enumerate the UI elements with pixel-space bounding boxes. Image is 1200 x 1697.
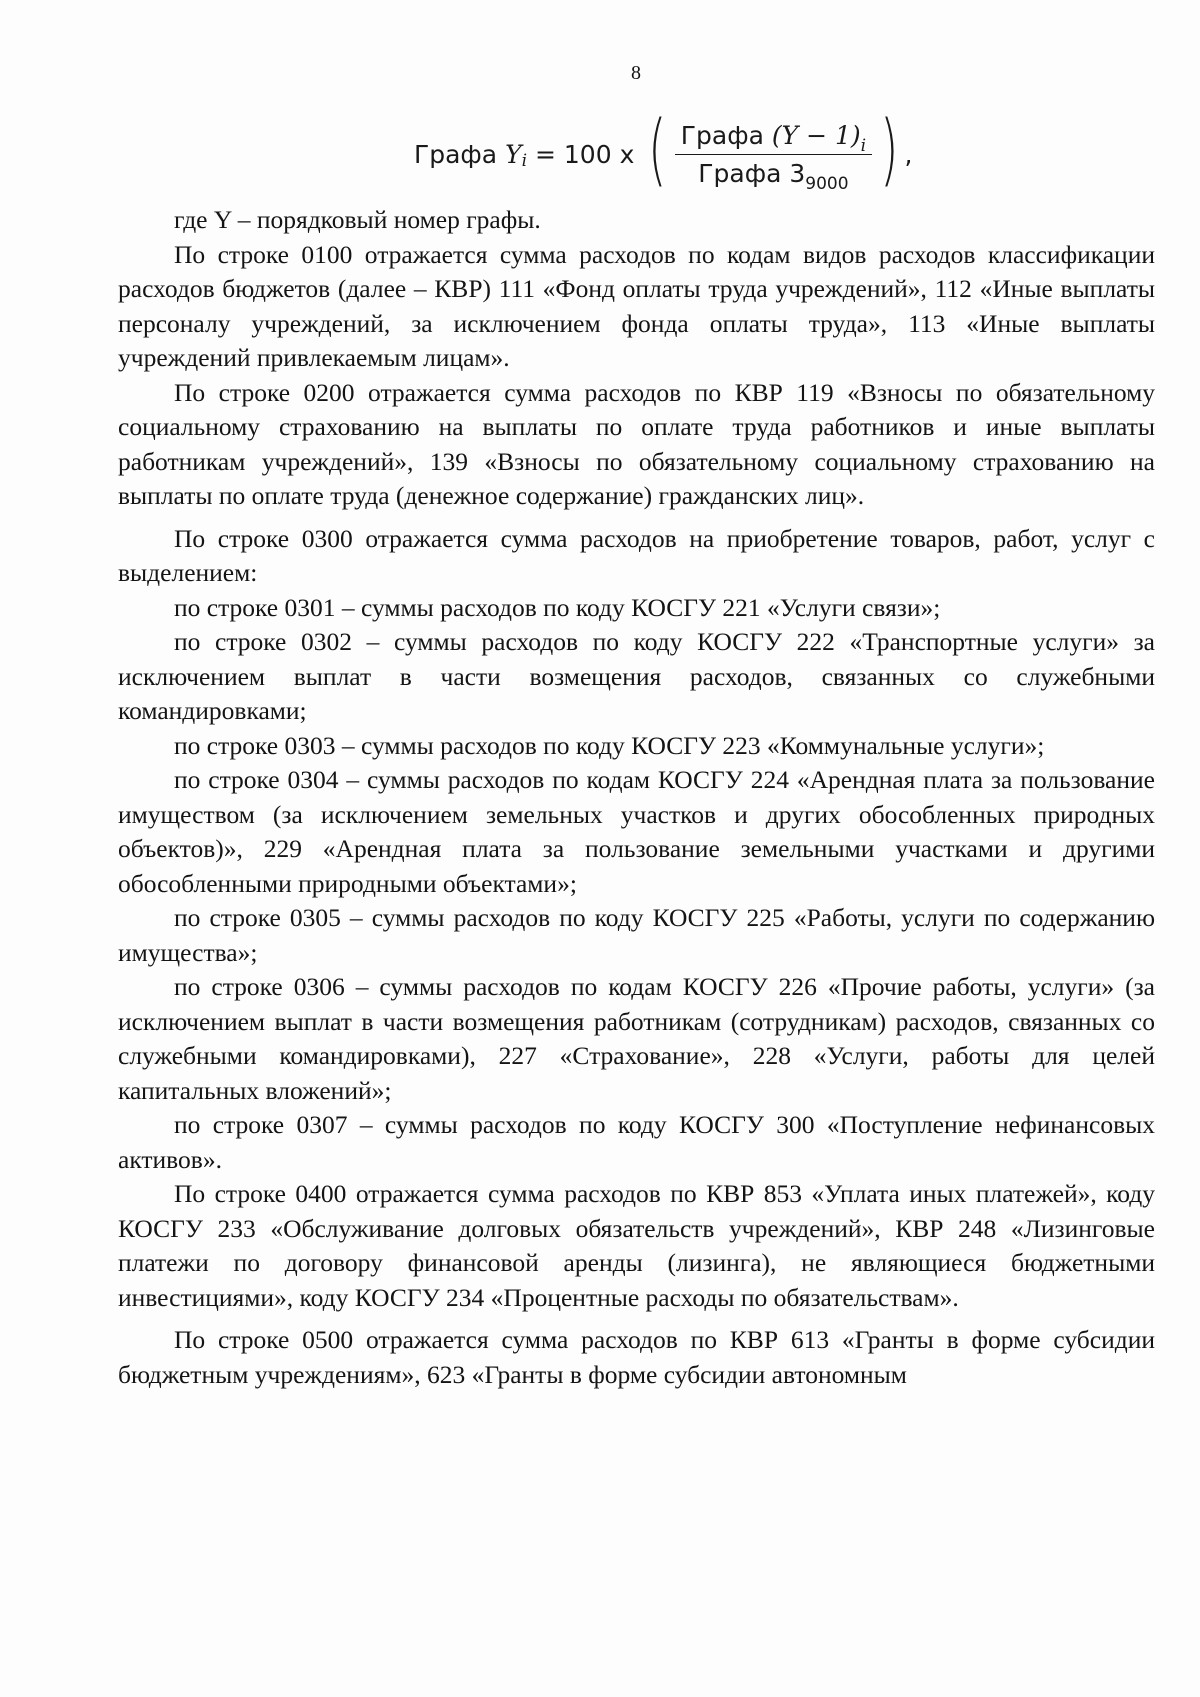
formula-denominator-sub: 9000 [805,173,849,194]
formula-numerator-word: Графа [680,120,764,150]
formula-numerator [675,121,872,155]
paragraph-line-0307: по строке 0307 – суммы расходов по коду КОСГУ 300 «Поступление нефинансовых активов». [118,1110,1155,1174]
formula-fraction [675,120,872,194]
paragraph-line-0200: По строке 0200 отражается сумма расходов по КВР 119 «Взносы по обязательному социальному страхованию на выплаты по оплате труда работников и иные выплаты работникам учреждений», 139 «Взносы по обязательному социальному страхованию на выплаты по оплате труда (денежное содержание) гражданских лиц». [118,377,1155,510]
formula [414,105,913,196]
formula-open-paren: ( [648,105,667,195]
paragraph-line-0305: по строке 0305 – суммы расходов по коду КОСГУ 225 «Работы, услуги по содержанию имущества»; [118,903,1155,967]
formula-lhs-var: Y [505,139,522,169]
body-text [118,203,1155,1392]
formula-trailing-comma: , [904,139,913,169]
paragraph-line-0301: по строке 0301 – суммы расходов по коду КОСГУ 221 «Услуги связи»; [174,592,941,622]
paragraph-line-0400: По строке 0400 отражается сумма расходов по КВР 853 «Уплата иных платежей», коду КОСГУ 233 «Обслуживание долговых обязательств учреждений», КВР 248 «Лизинговые платежи по договору финансовой аренды (лизинга), не являющиеся бюджетными инвестициями», коду КОСГУ 234 «Процентные расходы по обязательствам». [118,1179,1155,1312]
formula-equals: = [535,139,556,169]
formula-denominator-word: Графа [698,158,782,188]
page-number: 8 [631,62,641,84]
paragraph-line-0500: По строке 0500 отражается сумма расходов по КВР 613 «Гранты в форме субсидии бюджетным учреждениям», 623 «Гранты в форме субсидии автономным [118,1325,1155,1389]
formula-coefficient: 100 [563,139,612,169]
formula-lhs-word: Графа [414,139,498,169]
paragraph-line-0300: По строке 0300 отражается сумма расходов на приобретение товаров, работ, услуг с выделением: [118,523,1155,587]
formula-numerator-sub: i [860,135,867,156]
paragraph-line-0304: по строке 0304 – суммы расходов по кодам КОСГУ 224 «Арендная плата за пользование имуществом (за исключением земельных участков и других обособленных природных объектов)», 229 «Арендная плата за пользование земельными участками и другими обособленными природными объектами»; [118,765,1155,898]
paragraph-line-0302: по строке 0302 – суммы расходов по коду КОСГУ 222 «Транспортные услуги» за исключением выплат в части возмещения расходов, связанных со служебными командировками; [118,627,1155,725]
paragraph-where-y: где Y – порядковый номер графы. [174,205,541,234]
formula-times: x [619,139,635,169]
paragraph-line-0306: по строке 0306 – суммы расходов по кодам КОСГУ 226 «Прочие работы, услуги» (за исключением выплат в части возмещения работникам (сотрудникам) расходов, связанных со служебными командировками), 227 «Страхование», 228 «Услуги, работы для целей капитальных вложений»; [118,972,1155,1105]
formula-lhs-sub: i [521,151,528,171]
formula-denominator-num: 3 [789,158,806,188]
formula-denominator [692,155,854,194]
formula-close-paren: ) [880,105,899,195]
paragraph-line-0303: по строке 0303 – суммы расходов по коду КОСГУ 223 «Коммунальные услуги»; [174,730,1045,760]
paragraph-line-0100: По строке 0100 отражается сумма расходов по кодам видов расходов классификации расходов бюджетов (далее – КВР) 111 «Фонд оплаты труда учреждений», 112 «Иные выплаты персоналу учреждений, за исключением фонда оплаты труда», 113 «Иные выплаты учреждений привлекаемым лицам». [118,239,1155,372]
formula-numerator-expr: (Y − 1) [771,120,861,150]
